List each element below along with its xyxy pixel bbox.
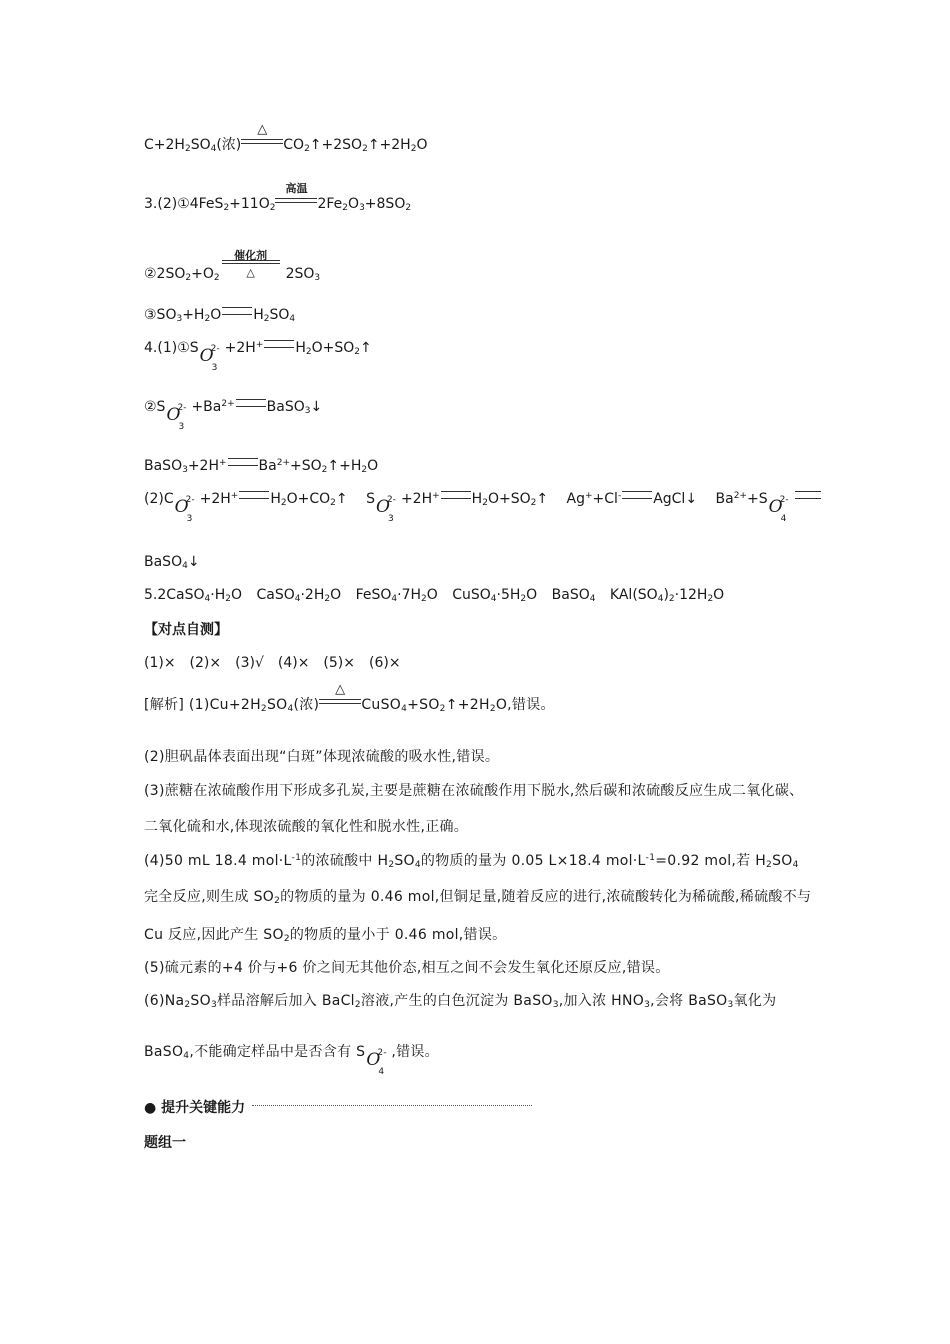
- self-test-answers: (1)× (2)× (3)√ (4)× (5)× (6)×: [144, 655, 401, 671]
- sulfite-ion-formula: O 4 2-: [366, 1048, 387, 1077]
- equation-line-9: BaSO$_4$↓: [144, 554, 200, 571]
- hydrate-list: $5.2CaSO_4\cdot H_2O$ $CaSO_4\cdot 2H_2O$ $FeSO_4\cdot 7H_2O$ $CuSO_4\cdot 5H_2O$ BaSO$_4$ $KAl(SO_4)_2\cdot 12H_2O$: [144, 587, 725, 604]
- equation-line-4: $③SO_3+H_2O$ $H_2SO_4$: [144, 307, 296, 324]
- self-test-heading: 【对点自测】: [144, 622, 228, 638]
- sulfite-ion-formula: O 3 2-: [375, 495, 396, 524]
- carbonate-ion-formula: O 3 2-: [174, 495, 195, 524]
- dotted-divider: [252, 1105, 532, 1106]
- analysis-item-6-line-1: $(6)Na_2SO_3$样品溶解后加入 BaCl$_2$溶液,产生的白色沉淀为 BaSO$_3$,加入浓 $HNO_3$,会将 BaSO$_3$氧化为: [144, 993, 777, 1010]
- equation-line-7: BaSO$_3$+2H+ $Ba^{2+}+SO_2↑+H_2O$: [144, 458, 379, 475]
- equation-line-5: 4.(1)①S O 3 2- +2H+ $H_2O+SO_2↑$: [144, 340, 372, 373]
- high-temp-condition: 高温: [275, 194, 317, 208]
- analysis-item-3-line-1: (3)蔗糖在浓硫酸作用下形成多孔炭,主要是蔗糖在浓硫酸作用下脱水,然后碳和浓硫酸反应生成二氧化碳、: [144, 783, 804, 799]
- analysis-item-2: (2)胆矾晶体表面出现“白斑”体现浓硫酸的吸水性,错误。: [144, 749, 500, 765]
- equation-line-1: $C+2H_2SO_4$(浓) △ $CO_2↑+2SO_2↑+2H_2O$: [144, 122, 428, 154]
- analysis-item-5: (5)硫元素的+4 价与+6 价之间无其他价态,相互之间不会发生氧化还原反应,错误。: [144, 960, 670, 976]
- equation-line-3: $②2SO_2+O_2$ 催化剂 △ $2SO_3$: [144, 249, 321, 283]
- question-group-heading: 题组一: [144, 1135, 186, 1151]
- equation-line-2: $3.(2)①4FeS_2+11O_2$ 高温 $2Fe_2O_3+8SO_2$: [144, 182, 412, 213]
- section-heading: ● 提升关键能力: [144, 1100, 246, 1116]
- analysis-item-6-line-2: BaSO$_4$,不能确定样品中是否含有 S O 4 2- ,错误。: [144, 1044, 439, 1077]
- heat-condition: △: [319, 695, 361, 709]
- analysis-item-3-line-2: 二氧化硫和水,体现浓硫酸的氧化性和脱水性,正确。: [144, 819, 469, 835]
- equation-line-8: (2)C O 3 2- +2H+ $H_2O+CO_2↑$ S O 3 2- +2H+ $H_2O+SO_2↑$ Ag++Cl- AgCl↓ $Ba^{2+}+S$ O 4 2-: [144, 489, 822, 509]
- analysis-item-4-line-1: (4)50 mL 18.4 $mol\cdot L^{-1}$的浓硫酸中 $H_2SO_4$的物质的量为 0.05 L×18.4 $mol\cdot L^{-1}=0.92$ mol,若 $H_2SO_4$: [144, 853, 799, 870]
- sulfate-ion-formula: O 4 2-: [768, 495, 789, 524]
- sulfite-ion-formula: O 3 2-: [199, 344, 220, 373]
- reversible-arrow-condition: 催化剂 △: [222, 262, 280, 278]
- sulfite-ion-formula: O 3 2-: [166, 403, 187, 432]
- analysis-item-1: [解析] $(1)Cu+2H_2SO_4$(浓) △ $CuSO_4+SO_2↑+2H_2O$,错误。: [144, 682, 555, 714]
- heat-condition: △: [241, 135, 283, 149]
- analysis-item-4-line-2: 完全反应,则生成 $SO_2$的物质的量为 0.46 mol,但铜足量,随着反应的进行,浓硫酸转化为稀硫酸,稀硫酸不与: [144, 889, 812, 906]
- equation-line-6: ②S O 3 2- $+Ba^{2+}$ BaSO$_3$↓: [144, 399, 323, 432]
- analysis-item-4-line-3: Cu 反应,因此产生 $SO_2$的物质的量小于 0.46 mol,错误。: [144, 927, 507, 944]
